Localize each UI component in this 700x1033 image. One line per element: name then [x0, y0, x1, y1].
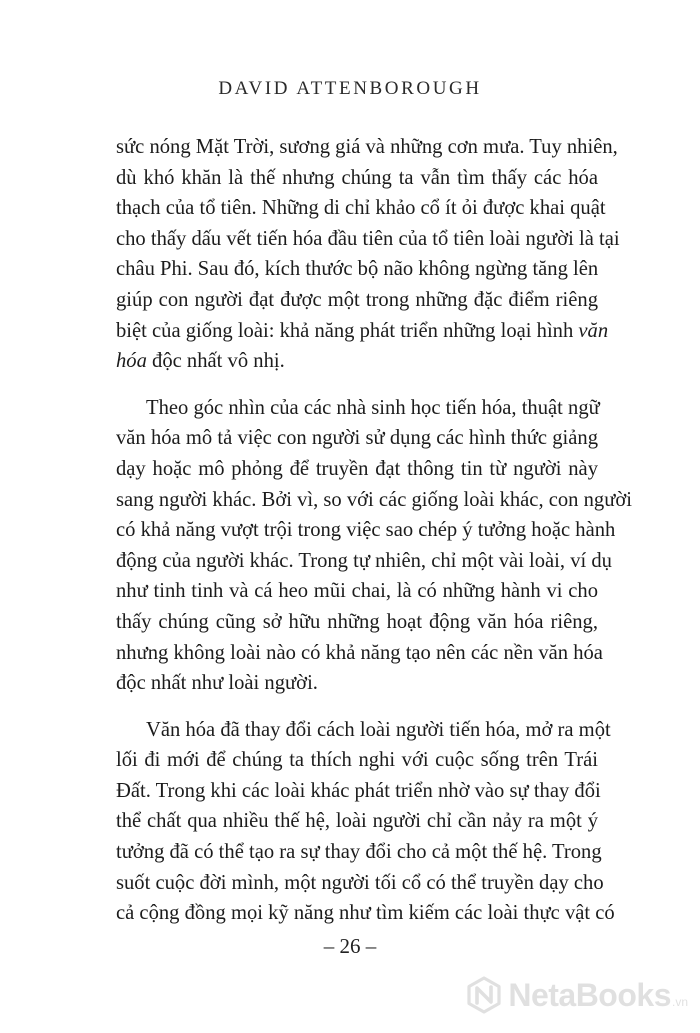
text-line: lối đi mới để chúng ta thích nghi với cuộc sống trên Trái [116, 749, 598, 772]
text-line: nhưng không loài nào có khả năng tạo nên các nền văn hóa [116, 641, 603, 664]
text-segment: biệt của giống loài: khả năng phát triển những loại hình [116, 319, 574, 342]
text-line: có khả năng vượt trội trong việc sao chép ý tưởng hoặc hành [116, 519, 616, 542]
text-line: Văn hóa đã thay đổi cách loài người tiến hóa, mở ra một [146, 718, 611, 741]
watermark-suffix: .vn [671, 995, 688, 1009]
italic-term: văn [578, 319, 609, 342]
text-line: tưởng đã có thể tạo ra sự thay đổi cho cả một thế hệ. Trong [116, 841, 602, 864]
text-line: thạch của tổ tiên. Những di chỉ khảo cổ ít ỏi được khai quật [116, 197, 606, 220]
text-line: cho thấy dấu vết tiến hóa đầu tiên của tổ tiên loài người là tại [116, 227, 620, 250]
paragraph-3 [116, 715, 615, 929]
page-number: – 26 – [323, 934, 377, 958]
text-segment: độc nhất vô nhị. [146, 350, 285, 373]
text-line: động của người khác. Trong tự nhiên, chỉ một vài loài, ví dụ [116, 549, 612, 572]
text-line: như tinh tinh và cá heo mũi chai, là có những hành vi cho [116, 580, 598, 603]
text-line: Theo góc nhìn của các nhà sinh học tiến hóa, thuật ngữ [146, 396, 600, 419]
text-line: dạy hoặc mô phỏng để truyền đạt thông tin từ người này [116, 457, 598, 480]
paragraph-1 [116, 132, 620, 377]
text-line-with-italic [116, 316, 609, 347]
text-line: giúp con người đạt được một trong những đặc điểm riêng [116, 288, 598, 311]
text-line-with-italic [116, 346, 598, 377]
text-line: cả cộng đồng mọi kỹ năng như tìm kiếm các loài thực vật có [116, 902, 615, 925]
running-head: DAVID ATTENBOROUGH [218, 78, 482, 99]
text-line: châu Phi. Sau đó, kích thước bộ não không ngừng tăng lên [116, 258, 599, 281]
text-line: độc nhất như loài người. [116, 672, 318, 695]
text-line: thể chất qua nhiều thế hệ, loài người chỉ cần nảy ra một ý [116, 810, 598, 833]
text-line: dù khó khăn là thế nhưng chúng ta vẫn tìm thấy các hóa [116, 166, 598, 189]
paragraph-2 [116, 393, 632, 699]
watermark [464, 975, 688, 1015]
text-line: Đất. Trong khi các loài khác phát triển nhờ vào sự thay đổi [116, 779, 601, 802]
text-line: sức nóng Mặt Trời, sương giá và những cơn mưa. Tuy nhiên, [116, 136, 618, 158]
italic-term: hóa [116, 350, 147, 373]
netabooks-logo-icon [464, 975, 504, 1015]
body-text [116, 132, 632, 945]
text-line: suốt cuộc đời mình, một người tối cổ có thể truyền dạy cho [116, 871, 604, 894]
text-line: sang người khác. Bởi vì, so với các giống loài khác, con người [116, 488, 632, 511]
text-line: văn hóa mô tả việc con người sử dụng các hình thức giảng [116, 427, 598, 450]
text-line: thấy chúng cũng sở hữu những hoạt động văn hóa riêng, [116, 610, 598, 633]
watermark-brand: NetaBooks [508, 976, 671, 1013]
